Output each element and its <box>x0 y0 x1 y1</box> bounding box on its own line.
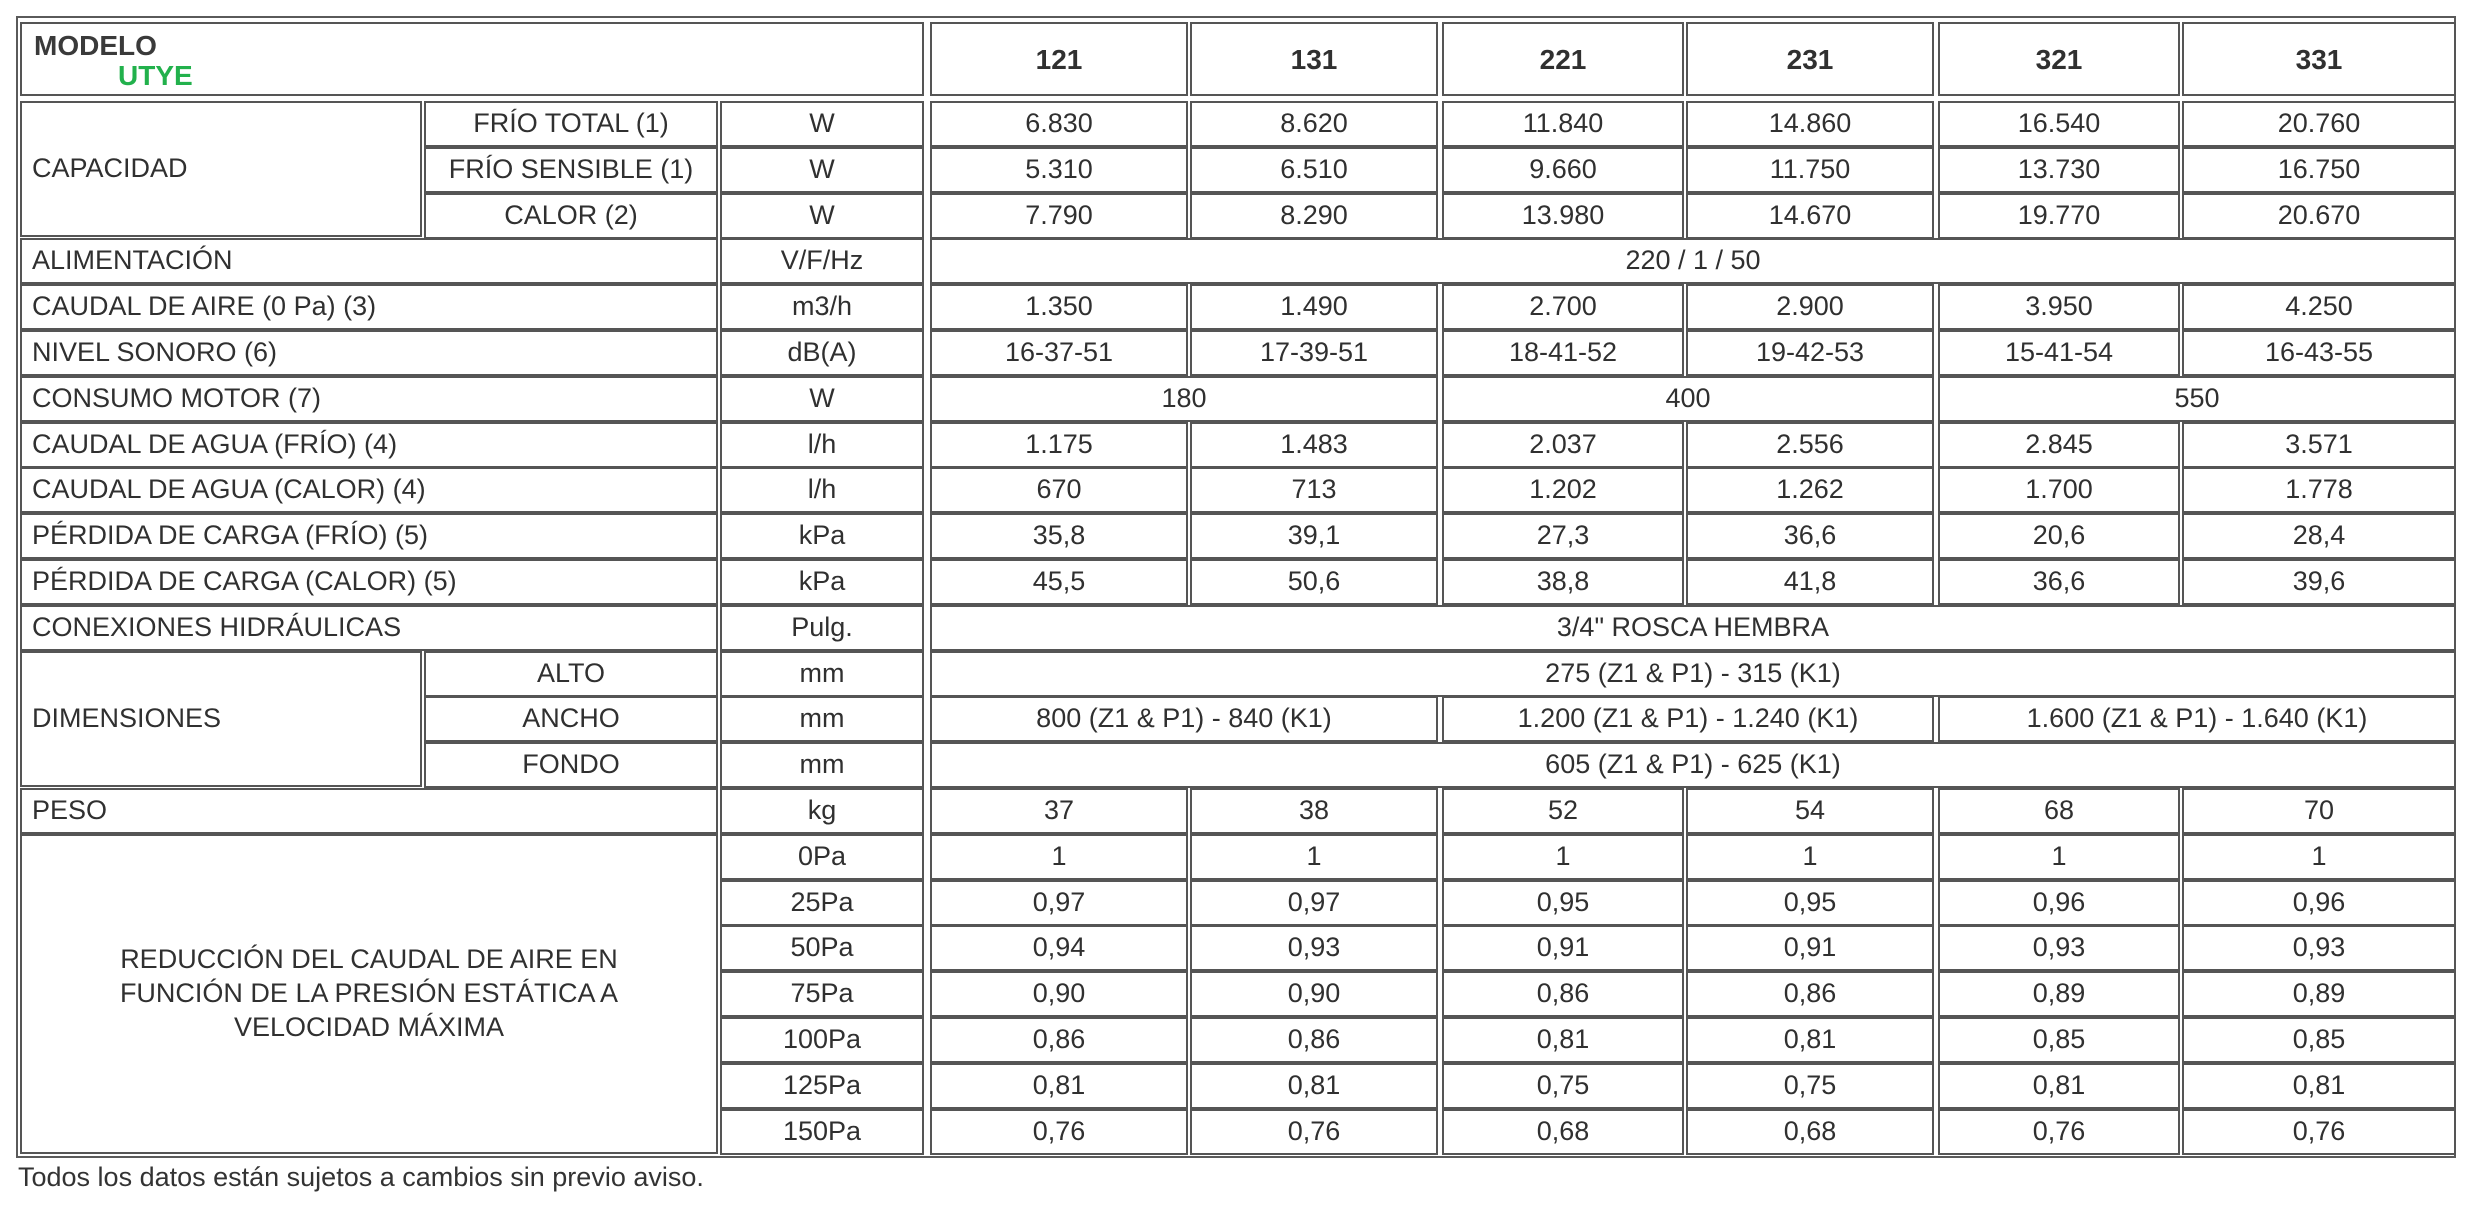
pair-value-6-1: 400 <box>1442 376 1934 422</box>
model-header-231: 231 <box>1686 22 1934 96</box>
value-cell-8-2: 1.202 <box>1442 467 1684 513</box>
modelo-label: MODELO <box>34 30 157 61</box>
sub-label-12: ALTO <box>424 651 718 697</box>
row-label-9: PÉRDIDA DE CARGA (FRÍO) (5) <box>20 513 718 559</box>
unit-cell-15: kg <box>720 788 924 834</box>
value-cell-16-1: 1 <box>1190 834 1438 880</box>
unit-cell-2: W <box>720 193 924 239</box>
value-cell-5-0: 16-37-51 <box>930 330 1188 376</box>
value-cell-15-5: 70 <box>2182 788 2456 834</box>
unit-cell-4: m3/h <box>720 284 924 330</box>
value-cell-10-2: 38,8 <box>1442 559 1684 605</box>
unit-cell-3: V/F/Hz <box>720 238 924 284</box>
unit-cell-0: W <box>720 101 924 147</box>
unit-cell-18: 50Pa <box>720 925 924 971</box>
value-cell-19-3: 0,86 <box>1686 971 1934 1017</box>
value-cell-16-2: 1 <box>1442 834 1684 880</box>
unit-cell-14: mm <box>720 742 924 788</box>
value-cell-7-1: 1.483 <box>1190 422 1438 468</box>
value-cell-22-2: 0,68 <box>1442 1109 1684 1155</box>
value-cell-15-4: 68 <box>1938 788 2180 834</box>
unit-cell-16: 0Pa <box>720 834 924 880</box>
value-cell-9-0: 35,8 <box>930 513 1188 559</box>
value-cell-19-5: 0,89 <box>2182 971 2456 1017</box>
value-cell-10-0: 45,5 <box>930 559 1188 605</box>
sub-label-14: FONDO <box>424 742 718 788</box>
model-header-131: 131 <box>1190 22 1438 96</box>
value-cell-18-1: 0,93 <box>1190 925 1438 971</box>
value-cell-8-0: 670 <box>930 467 1188 513</box>
row-label-3: ALIMENTACIÓN <box>20 238 718 284</box>
value-cell-22-0: 0,76 <box>930 1109 1188 1155</box>
sub-label-13: ANCHO <box>424 696 718 742</box>
value-cell-5-1: 17-39-51 <box>1190 330 1438 376</box>
unit-cell-21: 125Pa <box>720 1063 924 1109</box>
unit-cell-9: kPa <box>720 513 924 559</box>
unit-cell-6: W <box>720 376 924 422</box>
value-cell-1-0: 5.310 <box>930 147 1188 193</box>
value-cell-8-5: 1.778 <box>2182 467 2456 513</box>
value-cell-2-4: 19.770 <box>1938 193 2180 239</box>
unit-cell-20: 100Pa <box>720 1017 924 1063</box>
merged-value-12: 275 (Z1 & P1) - 315 (K1) <box>930 651 2456 697</box>
group-label-16: REDUCCIÓN DEL CAUDAL DE AIRE EN FUNCIÓN DE LA PRESIÓN ESTÁTICA A VELOCIDAD MÁXIMA <box>20 834 718 1154</box>
value-cell-16-0: 1 <box>930 834 1188 880</box>
value-cell-8-1: 713 <box>1190 467 1438 513</box>
value-cell-5-2: 18-41-52 <box>1442 330 1684 376</box>
unit-cell-11: Pulg. <box>720 605 924 651</box>
value-cell-20-0: 0,86 <box>930 1017 1188 1063</box>
unit-cell-10: kPa <box>720 559 924 605</box>
value-cell-16-5: 1 <box>2182 834 2456 880</box>
value-cell-7-4: 2.845 <box>1938 422 2180 468</box>
model-header-221: 221 <box>1442 22 1684 96</box>
group-label-0: CAPACIDAD <box>20 101 422 237</box>
sub-label-1: FRÍO SENSIBLE (1) <box>424 147 718 193</box>
value-cell-16-4: 1 <box>1938 834 2180 880</box>
value-cell-17-1: 0,97 <box>1190 880 1438 926</box>
value-cell-9-4: 20,6 <box>1938 513 2180 559</box>
value-cell-4-0: 1.350 <box>930 284 1188 330</box>
pair-value-13-0: 800 (Z1 & P1) - 840 (K1) <box>930 696 1438 742</box>
value-cell-4-4: 3.950 <box>1938 284 2180 330</box>
value-cell-5-4: 15-41-54 <box>1938 330 2180 376</box>
value-cell-21-0: 0,81 <box>930 1063 1188 1109</box>
value-cell-0-4: 16.540 <box>1938 101 2180 147</box>
value-cell-0-0: 6.830 <box>930 101 1188 147</box>
model-header-331: 331 <box>2182 22 2456 96</box>
value-cell-21-3: 0,75 <box>1686 1063 1934 1109</box>
value-cell-1-5: 16.750 <box>2182 147 2456 193</box>
value-cell-0-1: 8.620 <box>1190 101 1438 147</box>
footnote: Todos los datos están sujetos a cambios sin previo aviso. <box>18 1162 704 1192</box>
value-cell-9-1: 39,1 <box>1190 513 1438 559</box>
group-label-12: DIMENSIONES <box>20 651 422 787</box>
value-cell-10-1: 50,6 <box>1190 559 1438 605</box>
value-cell-9-3: 36,6 <box>1686 513 1934 559</box>
value-cell-17-3: 0,95 <box>1686 880 1934 926</box>
value-cell-15-2: 52 <box>1442 788 1684 834</box>
value-cell-15-1: 38 <box>1190 788 1438 834</box>
value-cell-20-5: 0,85 <box>2182 1017 2456 1063</box>
value-cell-21-4: 0,81 <box>1938 1063 2180 1109</box>
value-cell-2-1: 8.290 <box>1190 193 1438 239</box>
value-cell-22-4: 0,76 <box>1938 1109 2180 1155</box>
row-label-15: PESO <box>20 788 718 834</box>
value-cell-4-3: 2.900 <box>1686 284 1934 330</box>
merged-value-11: 3/4" ROSCA HEMBRA <box>930 605 2456 651</box>
value-cell-20-4: 0,85 <box>1938 1017 2180 1063</box>
value-cell-20-3: 0,81 <box>1686 1017 1934 1063</box>
row-label-4: CAUDAL DE AIRE (0 Pa) (3) <box>20 284 718 330</box>
value-cell-0-2: 11.840 <box>1442 101 1684 147</box>
value-cell-7-3: 2.556 <box>1686 422 1934 468</box>
value-cell-0-5: 20.760 <box>2182 101 2456 147</box>
value-cell-10-4: 36,6 <box>1938 559 2180 605</box>
value-cell-20-1: 0,86 <box>1190 1017 1438 1063</box>
value-cell-2-3: 14.670 <box>1686 193 1934 239</box>
value-cell-9-5: 28,4 <box>2182 513 2456 559</box>
value-cell-2-0: 7.790 <box>930 193 1188 239</box>
model-header-cell <box>20 22 924 96</box>
sub-label-2: CALOR (2) <box>424 193 718 239</box>
value-cell-1-1: 6.510 <box>1190 147 1438 193</box>
value-cell-7-2: 2.037 <box>1442 422 1684 468</box>
value-cell-10-5: 39,6 <box>2182 559 2456 605</box>
unit-cell-22: 150Pa <box>720 1109 924 1155</box>
unit-cell-8: l/h <box>720 467 924 513</box>
model-header-121: 121 <box>930 22 1188 96</box>
value-cell-15-3: 54 <box>1686 788 1934 834</box>
value-cell-4-1: 1.490 <box>1190 284 1438 330</box>
value-cell-8-3: 1.262 <box>1686 467 1934 513</box>
value-cell-1-3: 11.750 <box>1686 147 1934 193</box>
value-cell-4-2: 2.700 <box>1442 284 1684 330</box>
value-cell-21-5: 0,81 <box>2182 1063 2456 1109</box>
value-cell-0-3: 14.860 <box>1686 101 1934 147</box>
value-cell-1-2: 9.660 <box>1442 147 1684 193</box>
value-cell-5-5: 16-43-55 <box>2182 330 2456 376</box>
sub-label-0: FRÍO TOTAL (1) <box>424 101 718 147</box>
value-cell-19-2: 0,86 <box>1442 971 1684 1017</box>
pair-value-13-2: 1.600 (Z1 & P1) - 1.640 (K1) <box>1938 696 2456 742</box>
value-cell-16-3: 1 <box>1686 834 1934 880</box>
row-label-8: CAUDAL DE AGUA (CALOR) (4) <box>20 467 718 513</box>
value-cell-7-5: 3.571 <box>2182 422 2456 468</box>
value-cell-9-2: 27,3 <box>1442 513 1684 559</box>
value-cell-17-4: 0,96 <box>1938 880 2180 926</box>
value-cell-7-0: 1.175 <box>930 422 1188 468</box>
value-cell-22-5: 0,76 <box>2182 1109 2456 1155</box>
value-cell-19-4: 0,89 <box>1938 971 2180 1017</box>
value-cell-18-0: 0,94 <box>930 925 1188 971</box>
value-cell-1-4: 13.730 <box>1938 147 2180 193</box>
row-label-10: PÉRDIDA DE CARGA (CALOR) (5) <box>20 559 718 605</box>
row-label-7: CAUDAL DE AGUA (FRÍO) (4) <box>20 422 718 468</box>
value-cell-18-4: 0,93 <box>1938 925 2180 971</box>
value-cell-2-5: 20.670 <box>2182 193 2456 239</box>
value-cell-19-1: 0,90 <box>1190 971 1438 1017</box>
value-cell-22-3: 0,68 <box>1686 1109 1934 1155</box>
value-cell-20-2: 0,81 <box>1442 1017 1684 1063</box>
unit-cell-19: 75Pa <box>720 971 924 1017</box>
value-cell-21-1: 0,81 <box>1190 1063 1438 1109</box>
value-cell-21-2: 0,75 <box>1442 1063 1684 1109</box>
value-cell-18-3: 0,91 <box>1686 925 1934 971</box>
value-cell-17-0: 0,97 <box>930 880 1188 926</box>
pair-value-6-2: 550 <box>1938 376 2456 422</box>
value-cell-17-2: 0,95 <box>1442 880 1684 926</box>
unit-cell-1: W <box>720 147 924 193</box>
unit-cell-12: mm <box>720 651 924 697</box>
model-header-321: 321 <box>1938 22 2180 96</box>
value-cell-5-3: 19-42-53 <box>1686 330 1934 376</box>
value-cell-18-2: 0,91 <box>1442 925 1684 971</box>
row-label-6: CONSUMO MOTOR (7) <box>20 376 718 422</box>
unit-cell-17: 25Pa <box>720 880 924 926</box>
value-cell-15-0: 37 <box>930 788 1188 834</box>
pair-value-6-0: 180 <box>930 376 1438 422</box>
merged-value-3: 220 / 1 / 50 <box>930 238 2456 284</box>
unit-cell-13: mm <box>720 696 924 742</box>
series-label: UTYE <box>118 60 193 91</box>
value-cell-10-3: 41,8 <box>1686 559 1934 605</box>
row-label-5: NIVEL SONORO (6) <box>20 330 718 376</box>
unit-cell-7: l/h <box>720 422 924 468</box>
value-cell-4-5: 4.250 <box>2182 284 2456 330</box>
pair-value-13-1: 1.200 (Z1 & P1) - 1.240 (K1) <box>1442 696 1934 742</box>
merged-value-14: 605 (Z1 & P1) - 625 (K1) <box>930 742 2456 788</box>
value-cell-22-1: 0,76 <box>1190 1109 1438 1155</box>
unit-cell-5: dB(A) <box>720 330 924 376</box>
value-cell-19-0: 0,90 <box>930 971 1188 1017</box>
value-cell-8-4: 1.700 <box>1938 467 2180 513</box>
value-cell-18-5: 0,93 <box>2182 925 2456 971</box>
value-cell-2-2: 13.980 <box>1442 193 1684 239</box>
row-label-11: CONEXIONES HIDRÁULICAS <box>20 605 718 651</box>
value-cell-17-5: 0,96 <box>2182 880 2456 926</box>
